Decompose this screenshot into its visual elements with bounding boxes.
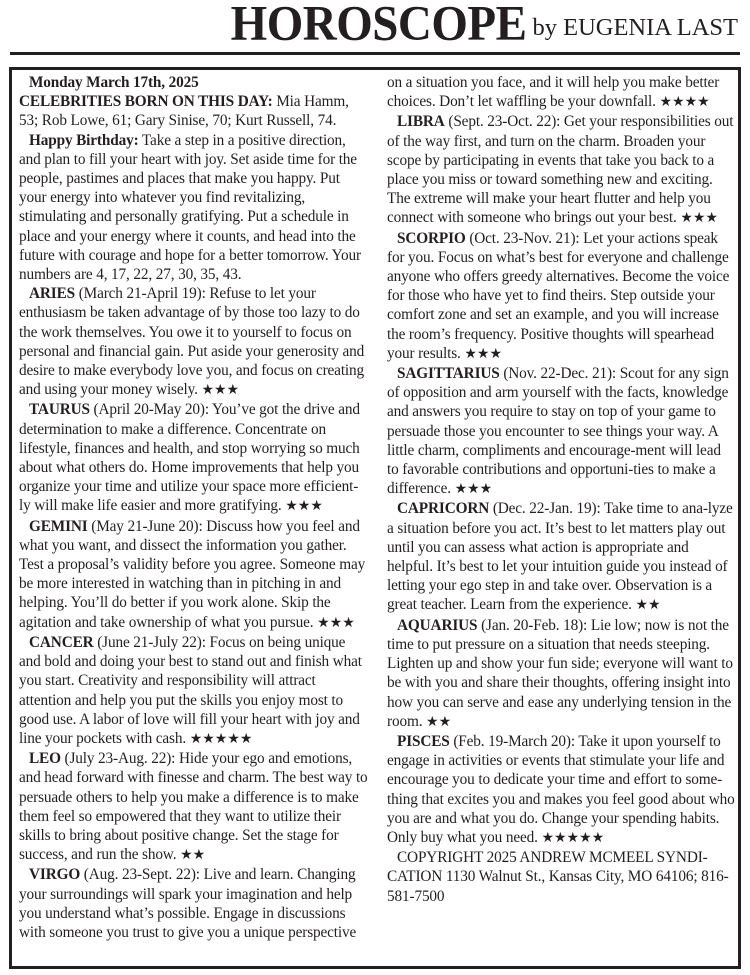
star-rating-icon: ★★★★★ [189,731,253,747]
sign-aquarius [387,616,736,732]
date-line: Monday March 17th, 2025 [29,74,199,91]
sign-name: ARIES [29,285,76,303]
sign-libra [387,112,736,228]
star-rating-icon: ★★ [635,598,661,614]
sign-name: LIBRA [397,113,445,131]
sign-dates: (July 23-Aug. 22): [60,750,176,768]
sign-gemini [19,517,369,633]
sign-text: Discuss how you feel and what you want, and dissect the information you gather. Test a proposal’s validity before you agree. Someone may be more interested in watching than in pitching in and helping. You’ll do better if you work alone. Skip the agitation and take ownership of what you pursue. [19,517,366,631]
horoscope-box [9,67,741,969]
sign-name: VIRGO [29,866,81,884]
star-rating-icon: ★★★★★ [541,830,605,846]
sign-text: You’ve got the drive and determination to make a difference. Concentrate on lifestyle, finances and health, and stop worrying so much about what others do. Home improvements that help you organize your time and utilize your space more efficient-ly will make life easier and more gratifying. [19,401,360,515]
sign-dates: (Jan. 20-Feb. 18): [477,616,588,634]
sign-dates: (Feb. 19-March 20): [449,732,575,750]
sign-text: Live and learn. Changing your surroundings will spark your imagination and help you understand what’s possible. Engage in discussions with someone you trust to give you a unique perspective [19,866,357,941]
celebrities-paragraph [19,92,369,130]
sign-name: GEMINI [29,517,88,535]
right-column [387,73,736,906]
sign-name: CANCER [29,633,94,651]
sign-text: on a situation you face, and it will help you make better choices. Don’t let waffling be your downfall. [387,74,720,111]
star-rating-icon: ★★ [426,714,452,730]
byline: by EUGENIA LAST [532,14,738,41]
birthday-text: Take a step in a positive direction, and plan to fill your heart with joy. Set aside time for the people, pastimes and places that make you happy. Put your energy into whatever you find revitalizing, stimulating and personally gratifying. Put a schedule in place and your energy where it counts, and head into the future with courage and hope for a better tomorrow. Your numbers are 4, 17, 22, 27, 30, 35, 43. [19,131,361,284]
star-rating-icon: ★★★ [317,615,355,631]
star-rating-icon: ★★★ [464,346,503,362]
star-rating-icon: ★★★ [201,383,240,399]
sign-dates: (Oct. 23-Nov. 21): [465,229,580,247]
sign-text: Let your actions speak for you. Focus on what’s best for everyone and challenge anyone who offers greedy alternatives. Become the voice for those who have yet to find theirs. Step outside your comfort zone and set an example, and you will increase the room’s frequency. Positive thoughts will spearhead your results. [387,229,730,362]
sign-dates: (Nov. 22-Dec. 21): [499,365,617,383]
sign-aries [19,284,369,400]
sign-dates: (Aug. 23-Sept. 22): [80,866,200,884]
birthday-label: Happy Birthday: [29,131,139,149]
masthead [10,0,740,55]
page-title: HOROSCOPE [230,0,527,52]
sign-name: SAGITTARIUS [397,365,500,383]
sign-taurus [19,400,369,516]
sign-dates: (Dec. 22-Jan. 19): [489,500,601,518]
sign-text: Hide your ego and emotions, and head forward with finesse and charm. The best way to persuade others to help you make a difference is to make them feel so empowered that they want to utilize their skills to bring about positive change. Set the stage for success, and run the show. [19,750,368,864]
sign-dates: (May 21-June 20): [87,517,203,535]
sign-capricorn [387,499,736,615]
sign-text: Lie low; now is not the time to put pressure on a situation that needs steeping. Lighten up and show your fun side; everyone will want to be with you and share their thoughts, offering insight into how you can serve and ease any underlying tension in the room. [387,616,733,730]
birthday-paragraph [19,131,369,285]
star-rating-icon: ★★★★ [659,95,710,111]
star-rating-icon: ★★★ [285,499,323,515]
sign-name: PISCES [397,732,450,750]
sign-dates: (Sept. 23-Oct. 22): [444,113,561,131]
sign-name: LEO [29,750,61,768]
celebrities-label: CELEBRITIES BORN ON THIS DAY: [19,93,273,111]
left-column [19,73,369,942]
sign-text: Take it upon yourself to engage in activities or events that stimulate your life and encourage you to dedicate your time and effort to some-thing that excites you and makes you feel good about who you are and what you do. Change your spending habits. Only buy what you need. [387,732,735,846]
sign-text: Take time to ana-lyze a situation before you act. It’s best to let matters play out until you can assess what action is appropriate and helpful. It’s best to let your intuition guide you instead of letting your ego step in and take over. Observation is a great teacher. Learn from the experience. [387,500,733,614]
sign-cancer [19,633,369,749]
star-rating-icon: ★★ [180,848,206,864]
sign-name: CAPRICORN [397,500,490,518]
star-rating-icon: ★★★ [680,211,718,227]
sign-pisces [387,732,736,848]
celebrities-text: Mia Hamm, 53; Rob Lowe, 61; Gary Sinise, 70; Kurt Russell, 74. [19,93,349,130]
sign-text: Refuse to let your enthusiasm be taken advantage of by those too lazy to do the work themselves. You owe it to yourself to focus on personal and financial gain. Put aside your generosity and desire to make everybody love you, and focus on creating and using your money wisely. [19,285,365,399]
sign-text: Focus on being unique and bold and doing your best to stand out and finish what you start. Creativity and responsibility will attract attention and help you put the skills you enjoy most to good use. A labor of love will fill your heart with joy and line your pockets with cash. [19,633,362,747]
sign-virgo-continued [387,73,736,112]
sign-sagittarius [387,364,736,499]
sign-text: Get your responsibilities out of the way first, and turn on the charm. Broaden your scope by participating in events that take you back to a place you miss or toward something new and exciting. The extreme will make your heart flutter and help you connect with someone who brings out your best. [387,113,734,227]
copyright-notice: COPYRIGHT 2025 ANDREW MCMEEL SYNDI-CATION 1130 Walnut St., Kansas City, MO 64106; 816-581-7500 [387,849,729,905]
sign-leo [19,749,369,865]
sign-name: SCORPIO [397,229,466,247]
sign-name: AQUARIUS [397,616,478,634]
sign-text: Scout for any sign of opposition and arm yourself with the facts, knowledge and answers you require to stay on top of your game to persuade those you encounter to see things your way. A little charm, compliments and encourage-ment will lead to favorable contributions and opportuni-ties to make a difference. [387,365,729,498]
star-rating-icon: ★★★ [454,482,493,498]
sign-name: TAURUS [29,401,90,419]
sign-virgo [19,865,369,942]
sign-dates: (June 21-July 22): [93,633,206,651]
sign-dates: (April 20-May 20): [89,401,209,419]
sign-dates: (March 21-April 19): [75,285,206,303]
sign-scorpio [387,229,736,364]
